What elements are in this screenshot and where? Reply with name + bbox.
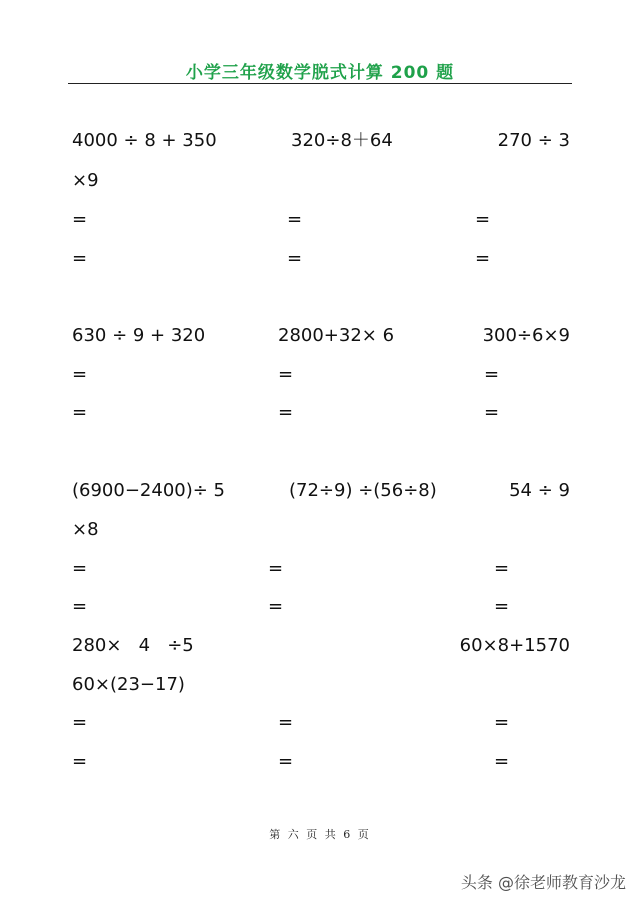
equals-sign: = [278,751,294,772]
page-title: 小学三年级数学脱式计算 200 题 [185,63,455,83]
equals-sign: = [72,248,88,269]
equals-sign: = [278,712,294,733]
problem-4-2: 60×(23−17) [72,674,185,695]
equals-sign: = [72,558,88,579]
problem-3-1: (6900−2400)÷ 5 [72,480,225,501]
equals-sign: = [278,402,294,423]
source-watermark: 头条 @徐老师教育沙龙 [460,873,626,892]
problem-1-2: 320÷8＋64 [291,130,393,151]
equals-sign: = [494,558,510,579]
equals-sign: = [72,364,88,385]
page-footer: 第 六 页 共 6 页 [269,828,371,841]
equals-sign: = [475,209,491,230]
equals-sign: = [494,712,510,733]
problem-2-1: 630 ÷ 9 + 320 [72,325,206,346]
problem-2-2: 2800+32× 6 [278,325,395,346]
problem-1-3: 270 ÷ 3 [497,130,570,151]
equals-sign: = [72,751,88,772]
equals-sign: = [278,364,294,385]
problem-3-2: (72÷9) ÷(56÷8) [289,480,437,501]
title-divider [68,83,572,84]
equals-sign: = [484,402,500,423]
problem-1-1: 4000 ÷ 8 + 350 [72,130,217,151]
problem-3-3: 54 ÷ 9 [509,480,570,501]
equals-sign: = [287,209,303,230]
problem-1-3-continuation: ×9 [72,170,99,191]
equals-sign: = [268,558,284,579]
problem-4-3: 60×8+1570 [459,635,570,656]
equals-sign: = [494,751,510,772]
equals-sign: = [268,596,284,617]
equals-sign: = [72,209,88,230]
equals-sign: = [494,596,510,617]
equals-sign: = [484,364,500,385]
equals-sign: = [72,402,88,423]
equals-sign: = [72,596,88,617]
equals-sign: = [72,712,88,733]
problem-4-1: 280× 4 ÷5 [72,635,194,656]
problem-3-3-continuation: ×8 [72,519,99,540]
equals-sign: = [287,248,303,269]
equals-sign: = [475,248,491,269]
problem-2-3: 300÷6×9 [482,325,570,346]
